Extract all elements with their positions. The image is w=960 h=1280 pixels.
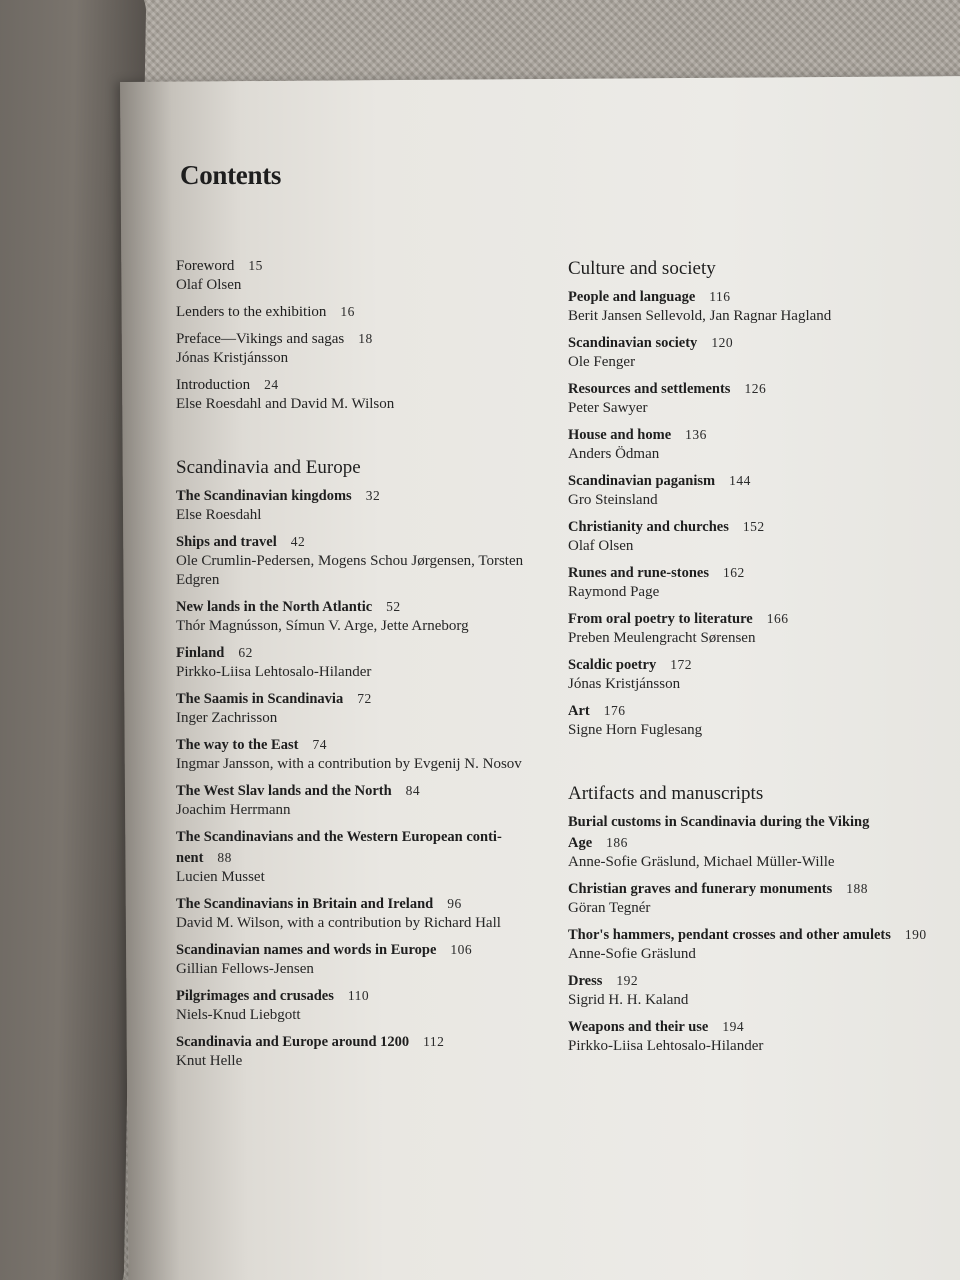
entry-title: Scandinavian society [568, 335, 698, 351]
entry-page: 116 [709, 289, 731, 304]
entry-title: Thor's hammers, pendant crosses and other amulets [568, 927, 891, 943]
entry-page: 42 [290, 534, 306, 549]
entry-title: Scaldic poetry [568, 657, 657, 673]
entry-title: The Scandinavian kingdoms [176, 488, 352, 504]
entry-title: The Scandinavians and the Western European conti-nent [176, 829, 502, 866]
entry-page: 72 [357, 691, 372, 706]
entry-author: Raymond Page [568, 584, 660, 600]
entry-page: 176 [603, 703, 626, 718]
entry-page: 190 [904, 927, 927, 942]
entry-title: From oral poetry to literature [568, 611, 753, 627]
entry-author: Niels-Knud Liebgott [176, 1007, 301, 1023]
entry-page: 136 [685, 427, 707, 442]
entry-author: Jónas Kristjánsson [176, 350, 289, 366]
entry-page: 152 [742, 519, 765, 534]
toc-entry [176, 893, 556, 933]
entry-page: 112 [423, 1034, 445, 1049]
entry-author: Ole Crumlin-Pedersen, Mogens Schou Jørgensen, Torsten Edgren [176, 553, 524, 588]
toc-entry [176, 301, 556, 322]
section-heading: Culture and society [568, 258, 716, 279]
entry-page: 88 [217, 850, 232, 865]
entry-author: Else Roesdahl and David M. Wilson [176, 396, 395, 412]
entry-author: Else Roesdahl [176, 507, 262, 523]
toc-entry [568, 562, 948, 602]
entry-page: 194 [722, 1019, 745, 1034]
toc-entry [568, 470, 948, 510]
entry-page: 74 [312, 737, 327, 752]
entry-page: 32 [365, 488, 381, 503]
entry-title: Scandinavian names and words in Europe [176, 942, 437, 958]
entry-page: 120 [711, 335, 734, 350]
entry-author: Knut Helle [176, 1053, 243, 1069]
entry-author: Olaf Olsen [176, 277, 242, 293]
entry-page: 172 [670, 657, 692, 672]
entry-page: 96 [447, 896, 462, 911]
section-entries [568, 811, 948, 1056]
toc-entry [568, 424, 948, 464]
toc-entry [176, 688, 556, 728]
entry-author: Anne-Sofie Gräslund [568, 946, 696, 962]
intro-entries [176, 255, 556, 414]
entry-author: Peter Sawyer [568, 400, 648, 416]
entry-page: 52 [386, 599, 401, 614]
entry-page: 62 [238, 645, 253, 660]
toc-entry [176, 255, 556, 295]
entry-page: 106 [450, 942, 473, 957]
entry-page: 188 [846, 881, 868, 896]
toc-entry [568, 608, 948, 648]
toc-entry [176, 826, 556, 887]
toc-entry [568, 516, 948, 556]
toc-entry [176, 596, 556, 636]
page-title: Contents [180, 160, 282, 190]
toc-entry [176, 374, 556, 414]
entry-title: Burial customs in Scandinavia during the Viking Age [568, 814, 870, 851]
toc-entry [568, 378, 948, 418]
toc-entry [568, 924, 948, 964]
entry-title: The West Slav lands and the North [176, 783, 392, 799]
toc-entry [176, 1031, 556, 1071]
toc-entry [176, 485, 556, 525]
toc-entry [568, 700, 948, 740]
entry-author: Ole Fenger [568, 354, 636, 370]
entry-title: Finland [176, 645, 225, 661]
entry-page: 126 [744, 381, 767, 396]
entry-author: Anders Ödman [568, 446, 660, 462]
entry-page: 84 [405, 783, 421, 798]
entry-author: Sigrid H. H. Kaland [568, 992, 689, 1008]
entry-page: 15 [248, 258, 263, 273]
toc-entry [568, 332, 948, 372]
entry-author: Lucien Musset [176, 869, 265, 885]
entry-author: Berit Jansen Sellevold, Jan Ragnar Hagland [568, 308, 832, 324]
entry-title: The Scandinavians in Britain and Ireland [176, 896, 434, 912]
toc-entry [176, 531, 556, 590]
entry-title: Scandinavian paganism [568, 473, 716, 489]
entry-title: The way to the East [176, 737, 299, 753]
entry-title: House and home [568, 427, 672, 443]
entry-title: Resources and settlements [568, 381, 731, 397]
entry-title: Runes and rune-stones [568, 565, 709, 581]
entry-author: Ingmar Jansson, with a contribution by Evgenij N. Nosov [176, 756, 522, 772]
toc-entry [568, 1016, 948, 1056]
toc-entry [568, 654, 948, 694]
entry-page: 18 [358, 331, 373, 346]
entry-title: Lenders to the exhibition [176, 304, 327, 320]
entry-page: 192 [616, 973, 639, 988]
entry-author: Gillian Fellows-Jensen [176, 961, 314, 977]
entry-title: Pilgrimages and crusades [176, 988, 334, 1004]
entry-author: Preben Meulengracht Sørensen [568, 630, 756, 646]
toc-entry [176, 734, 556, 774]
toc-entry [568, 811, 948, 872]
entry-page: 144 [729, 473, 751, 488]
entry-title: The Saamis in Scandinavia [176, 691, 344, 707]
entry-author: Joachim Herrmann [176, 802, 291, 818]
toc-entry [176, 642, 556, 682]
entry-author: Pirkko-Liisa Lehtosalo-Hilander [568, 1038, 764, 1054]
toc-entry [568, 878, 948, 918]
entry-page: 110 [347, 988, 370, 1003]
entry-page: 162 [723, 565, 745, 580]
left-column [176, 255, 556, 1077]
entry-page: 24 [264, 377, 279, 392]
entry-author: Olaf Olsen [568, 538, 634, 554]
entry-author: David M. Wilson, with a contribution by Richard Hall [176, 915, 501, 931]
entry-author: Pirkko-Liisa Lehtosalo-Hilander [176, 664, 372, 680]
entry-title: Art [568, 703, 590, 719]
entry-page: 16 [340, 304, 355, 319]
entry-title: Christian graves and funerary monuments [568, 881, 833, 897]
right-column [568, 258, 948, 1062]
entry-title: Foreword [176, 258, 235, 274]
entry-author: Gro Steinsland [568, 492, 658, 508]
entry-page: 166 [766, 611, 789, 626]
entry-title: Introduction [176, 377, 251, 393]
entry-title: People and language [568, 289, 696, 305]
entry-title: Dress [568, 973, 603, 989]
entry-title: Scandinavia and Europe around 1200 [176, 1034, 410, 1050]
entry-author: Inger Zachrisson [176, 710, 278, 726]
entry-title: Preface—Vikings and sagas [176, 331, 345, 347]
entry-page: 186 [606, 835, 628, 850]
entry-author: Jónas Kristjánsson [568, 676, 681, 692]
entry-title: Ships and travel [176, 534, 277, 550]
entry-title: Christianity and churches [568, 519, 729, 535]
toc-entry [568, 286, 948, 326]
section-heading: Scandinavia and Europe [176, 457, 361, 478]
toc-entry [176, 780, 556, 820]
section-entries [568, 286, 948, 740]
toc-entry [176, 985, 556, 1025]
entry-author: Thór Magnússon, Símun V. Arge, Jette Arneborg [176, 618, 469, 634]
toc-entry [568, 970, 948, 1010]
entry-author: Göran Tegnér [568, 900, 651, 916]
entry-title: Weapons and their use [568, 1019, 709, 1035]
toc-entry [176, 328, 556, 368]
section-entries [176, 485, 556, 1071]
entry-author: Signe Horn Fuglesang [568, 722, 703, 738]
entry-author: Anne-Sofie Gräslund, Michael Müller-Wille [568, 854, 835, 870]
toc-entry [176, 939, 556, 979]
section-heading: Artifacts and manuscripts [568, 783, 764, 804]
entry-title: New lands in the North Atlantic [176, 599, 373, 615]
